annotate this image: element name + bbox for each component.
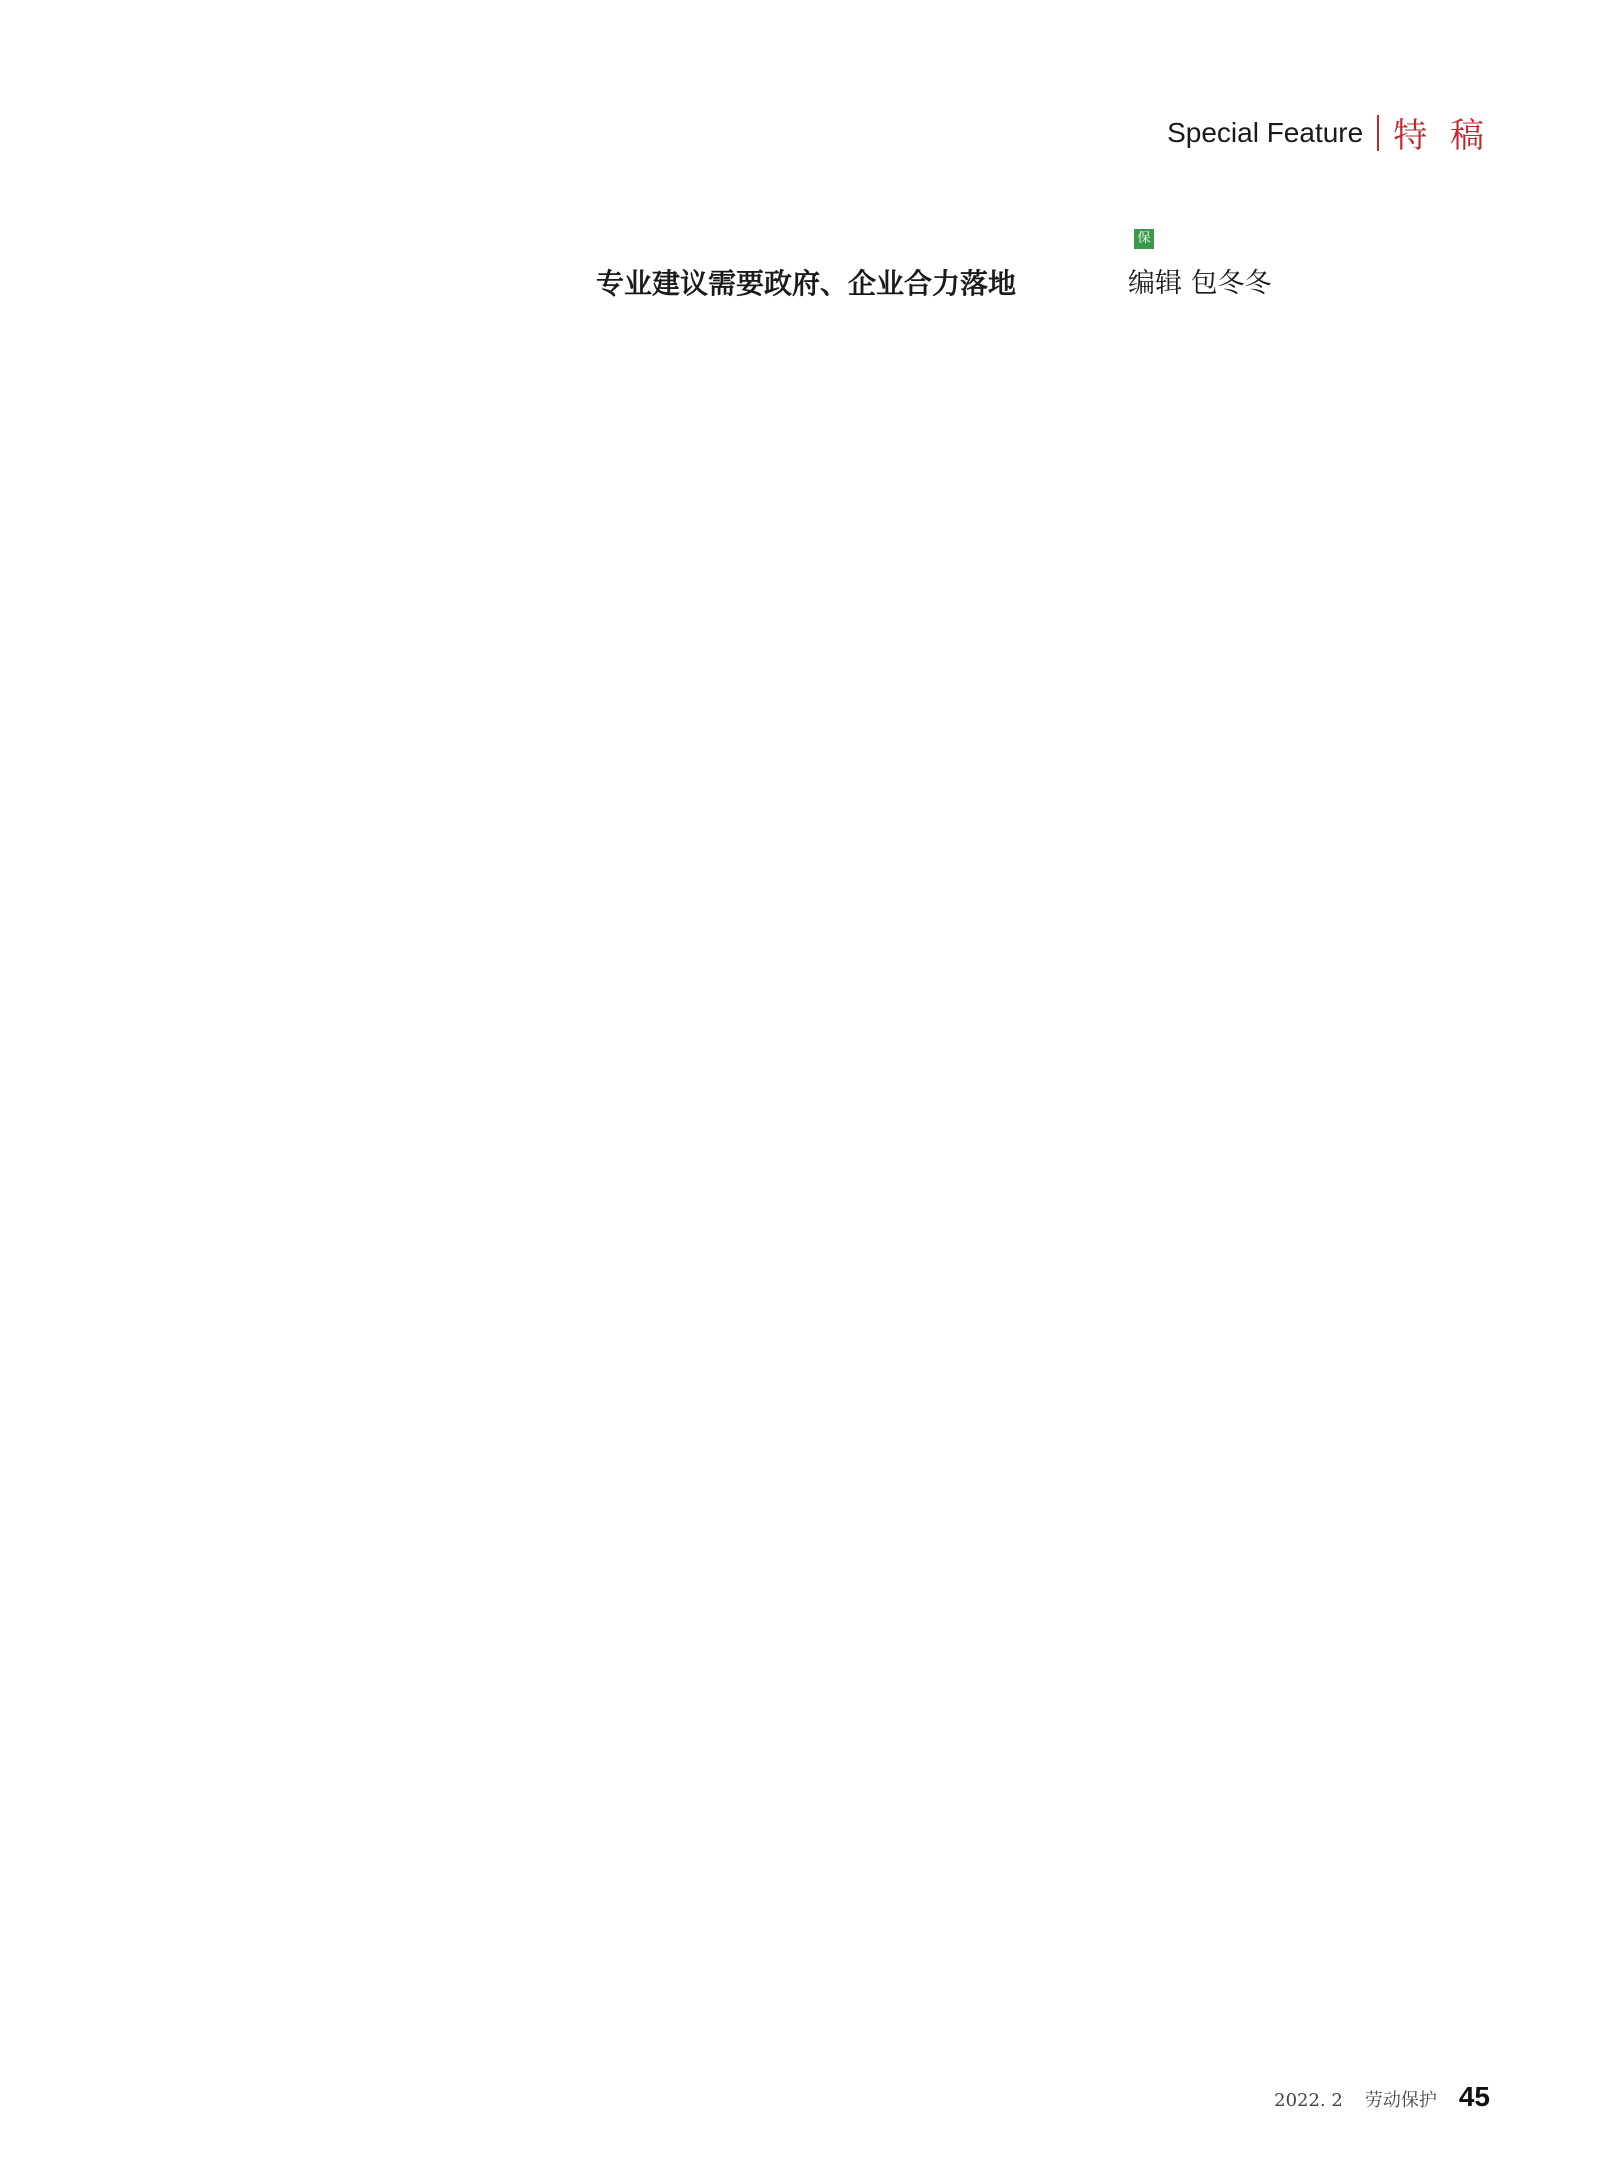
magazine-name: 劳动保护 <box>1364 2090 1437 2111</box>
section-heading: 专业建议需要政府、企业合力落地 <box>596 267 1017 300</box>
feature-label-cn: 特 稿 <box>1393 116 1490 156</box>
column-right <box>1074 215 1504 1985</box>
header-divider <box>1377 115 1379 151</box>
article-body <box>118 215 1504 1985</box>
issue-number: 2022. 2 <box>1274 2090 1343 2111</box>
running-header <box>1167 108 1490 157</box>
page-footer <box>1274 2081 1490 2113</box>
feature-label-en: Special Feature <box>1167 116 1364 148</box>
end-mark-icon: 保 <box>1134 229 1154 249</box>
editor-credit: 编辑 包冬冬 <box>1128 268 1272 299</box>
end-mark-line <box>1074 215 1504 261</box>
page-number: 45 <box>1458 2081 1490 2112</box>
column-left <box>118 215 548 1985</box>
column-middle <box>596 215 1026 1985</box>
